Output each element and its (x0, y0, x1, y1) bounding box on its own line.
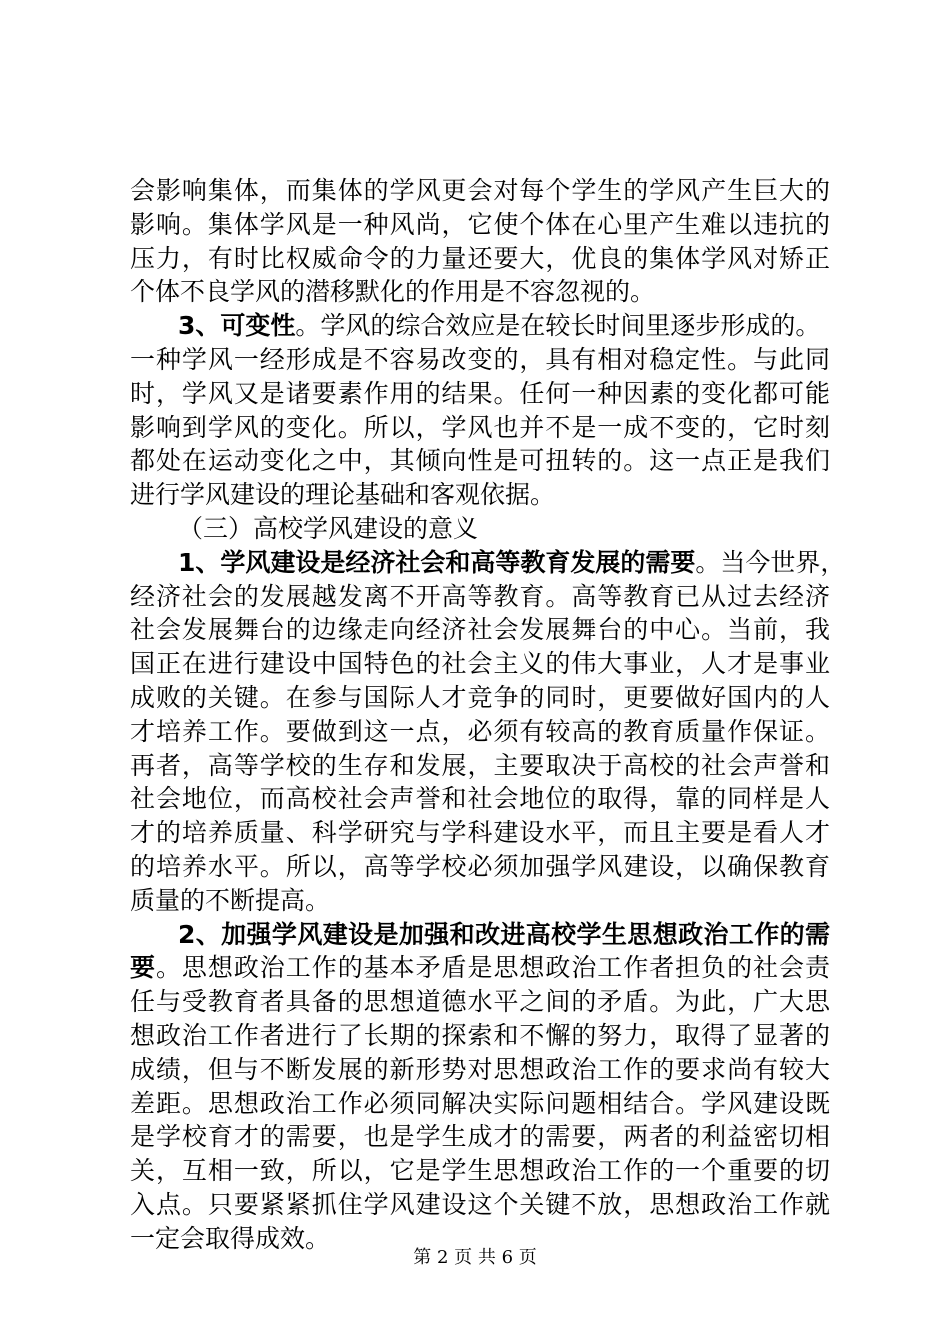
text-line: 才培养工作。要做到这一点，必须有较高的教育质量作保证。 (130, 716, 830, 746)
point-title: 3、可变性 (178, 311, 296, 341)
text-line: 再者，高等学校的生存和发展，主要取决于高校的社会声誉和 (130, 750, 830, 780)
text-fragment: 。思想政治工作的基本矛盾是思想政治工作者担负的社会责 (155, 953, 830, 983)
text-line: 一种学风一经形成是不容易改变的，具有相对稳定性。与此同 (130, 344, 830, 374)
text-line: 差距。思想政治工作必须同解决实际问题相结合。学风建设既 (130, 1088, 830, 1118)
text-fragment: 。当今世界， (695, 547, 846, 577)
text-line: 都处在运动变化之中，其倾向性是可扭转的。这一点正是我们 (130, 446, 830, 476)
text-line: 关，互相一致，所以，它是学生思想政治工作的一个重要的切 (130, 1156, 830, 1186)
text-line: 是学校育才的需要，也是学生成才的需要，两者的利益密切相 (130, 1122, 830, 1152)
text-line: 会影响集体，而集体的学风更会对每个学生的学风产生巨大的 (130, 176, 830, 205)
text-line: 想政治工作者进行了长期的探索和不懈的努力，取得了显著的 (130, 1020, 830, 1050)
text-line: 压力，有时比权威命令的力量还要大，优良的集体学风对矫正 (130, 243, 830, 273)
document-body (130, 174, 846, 1256)
text-line: 社会地位，而高校社会声誉和社会地位的取得，靠的同样是人 (130, 784, 830, 814)
text-line (130, 546, 846, 580)
text-line: 一定会取得成效。 (130, 1223, 331, 1253)
point-title-continued: 要 (130, 953, 156, 983)
text-line: 才的培养质量、科学研究与学科建设水平，而且主要是看人才 (130, 818, 830, 848)
point-title: 1、学风建设是经济社会和高等教育发展的需要 (178, 547, 696, 577)
text-line: 时，学风又是诸要素作用的结果。任何一种因素的变化都可能 (130, 378, 830, 408)
paragraph-variability (130, 309, 830, 512)
page-number: 第 2 页 共 6 页 (413, 1247, 537, 1268)
text-line (130, 918, 830, 952)
text-line: 社会发展舞台的边缘走向经济社会发展舞台的中心。当前，我 (130, 615, 830, 645)
text-line: 影响到学风的变化。所以，学风也并不是一成不变的，它时刻 (130, 412, 830, 442)
text-line: 成绩，但与不断发展的新形势对思想政治工作的要求尚有较大 (130, 1054, 830, 1084)
text-line: 个体不良学风的潜移默化的作用是不容忽视的。 (130, 277, 656, 307)
point-title: 2、加强学风建设是加强和改进高校学生思想政治工作的需 (178, 919, 830, 949)
text-line: 经济社会的发展越发离不开高等教育。高等教育已从过去经济 (130, 581, 830, 611)
text-line: 国正在进行建设中国特色的社会主义的伟大事业，人才是事业 (130, 649, 830, 679)
text-line: 任与受教育者具备的思想道德水平之间的矛盾。为此，广大思 (130, 987, 830, 1017)
page-footer (0, 1243, 950, 1269)
text-line: 成败的关键。在参与国际人才竞争的同时，更要做好国内的人 (130, 682, 830, 712)
text-line: 影响。集体学风是一种风尚，它使个体在心里产生难以违抗的 (130, 209, 830, 239)
section-heading: （三）高校学风建设的意义 (178, 513, 479, 543)
paragraph-political-work (130, 918, 830, 1256)
text-line: 进行学风建设的理论基础和客观依据。 (130, 480, 556, 510)
text-fragment: 。学风的综合效应是在较长时间里逐步形成的。 (295, 311, 821, 341)
text-line: 的培养水平。所以，高等学校必须加强学风建设，以确保教育 (130, 851, 830, 881)
text-line: 质量的不断提高。 (130, 885, 331, 915)
paragraph-collective-influence (130, 174, 830, 309)
paragraph-economic-need (130, 546, 846, 918)
text-line (130, 309, 830, 343)
text-line (130, 951, 830, 985)
text-line: 入点。只要紧紧抓住学风建设这个关键不放，思想政治工作就 (130, 1189, 830, 1219)
